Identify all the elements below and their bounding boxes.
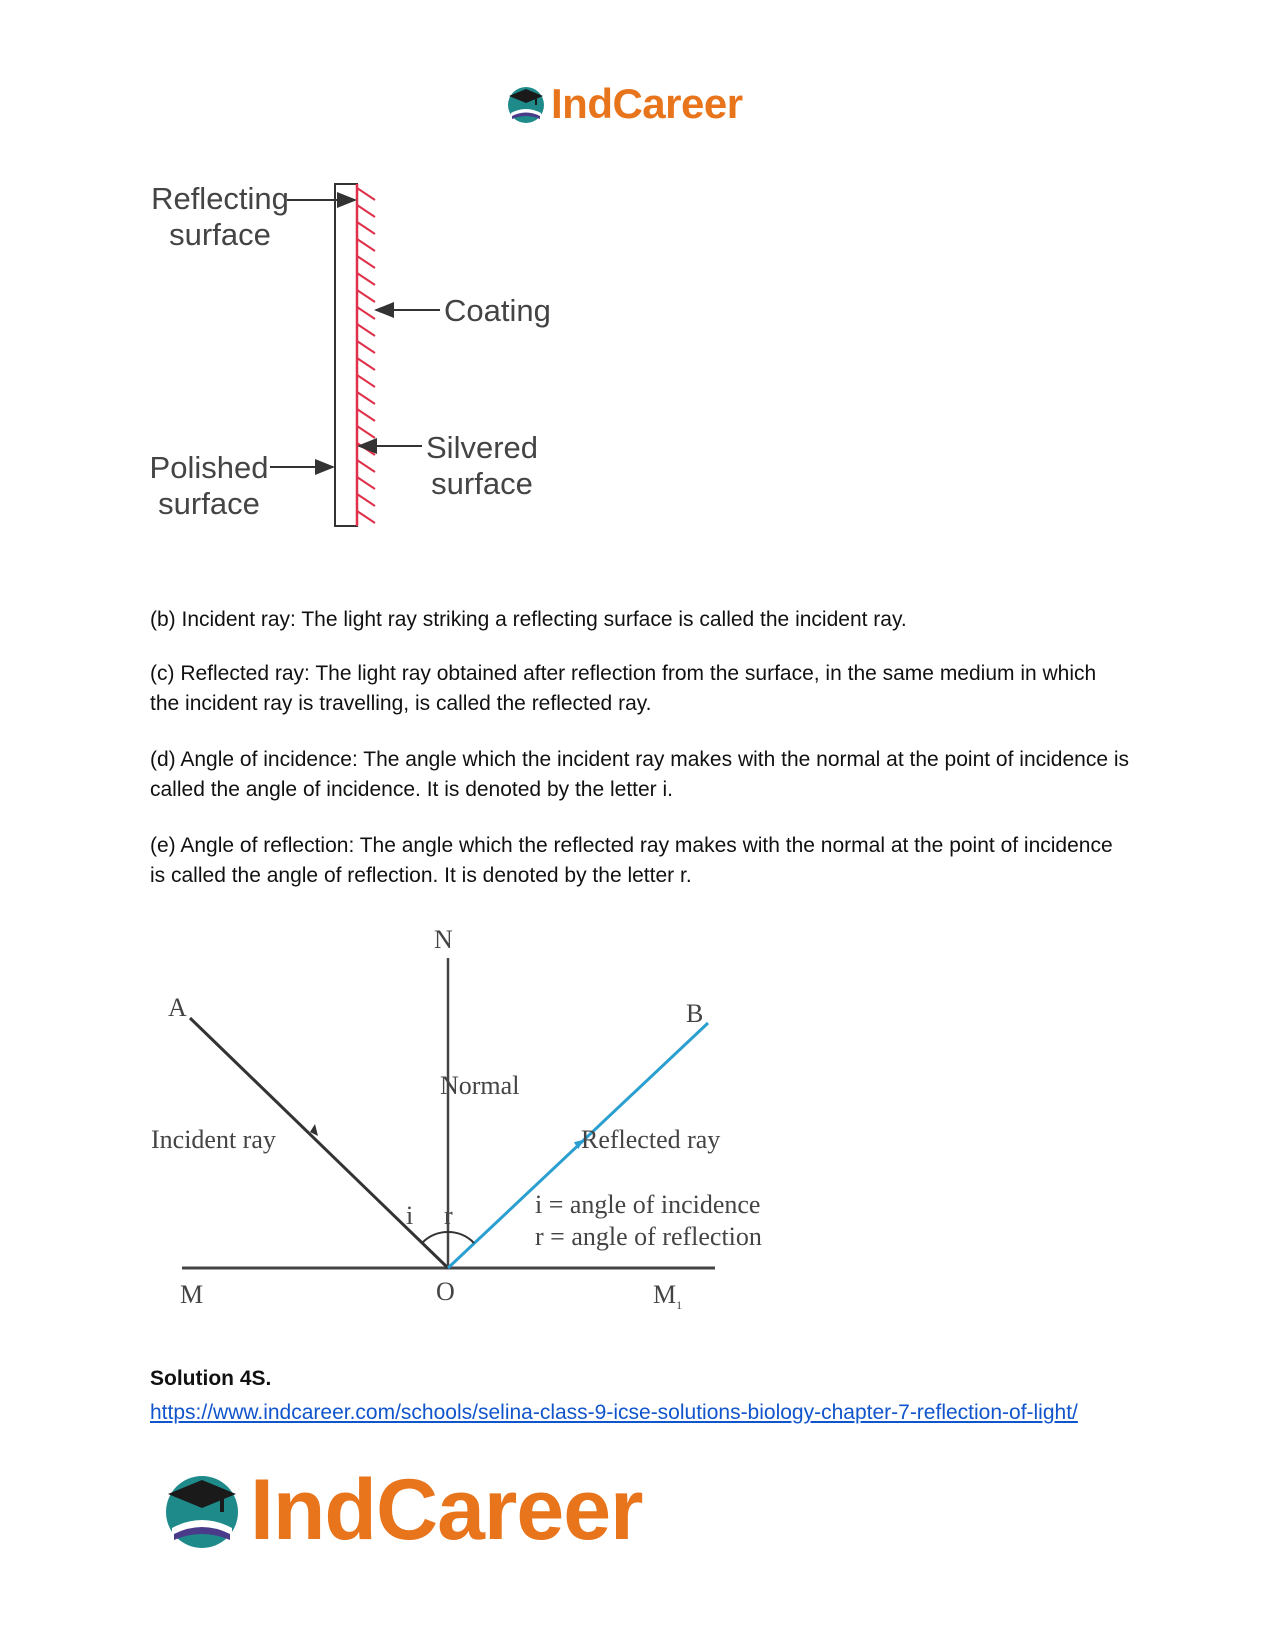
coating-hatch xyxy=(357,188,375,200)
coating-hatch xyxy=(357,290,375,302)
header-logo xyxy=(505,78,743,130)
coating-hatch xyxy=(357,494,375,506)
reflected-ray-label: Reflected ray xyxy=(581,1125,721,1154)
coating-hatch xyxy=(357,358,375,370)
point-A-label: A xyxy=(168,993,187,1022)
coating-hatch xyxy=(357,239,375,251)
reflection-diagram xyxy=(150,920,830,1340)
point-B-label: B xyxy=(686,999,704,1028)
angle-i-arc xyxy=(422,1232,448,1243)
solution-link[interactable]: https://www.indcareer.com/schools/selina-class-9-icse-solutions-biology-chapter-7-reflection-of-light/ xyxy=(150,1401,1078,1424)
coating-hatch xyxy=(357,409,375,421)
silvered-label-line1: Silvered xyxy=(426,430,538,465)
coating-hatch xyxy=(357,375,375,387)
normal-label: Normal xyxy=(440,1071,520,1100)
footer-logo xyxy=(160,1460,643,1560)
coating-hatches xyxy=(357,188,375,523)
graduation-cap-book-globe-icon xyxy=(160,1468,244,1552)
coating-hatch xyxy=(357,477,375,489)
angle-of-incidence-definition: (d) Angle of incidence: The angle which the incident ray makes with the normal at the point of incidence is called the angle of incidence. It is denoted by the letter i. xyxy=(150,748,1130,801)
coating-label: Coating xyxy=(444,293,551,328)
angle-r-arc xyxy=(448,1232,474,1243)
point-M1-label: $M_1$ xyxy=(653,1280,683,1312)
coating-hatch xyxy=(357,205,375,217)
reflecting-label-line1: Reflecting xyxy=(151,181,289,216)
brand-wordmark: IndCareer xyxy=(551,80,743,127)
point-M-label: M xyxy=(180,1280,204,1309)
coating-hatch xyxy=(357,341,375,353)
coating-hatch xyxy=(357,307,375,319)
incident-ray-label: Incident ray xyxy=(151,1125,276,1154)
legend-r-text: r = angle of reflection xyxy=(535,1222,762,1251)
solution-title: Solution 4S. xyxy=(150,1367,272,1390)
angle-of-reflection-definition: (e) Angle of reflection: The angle which the reflected ray makes with the normal at the point of incidence is called the angle of reflection. It is denoted by the letter r. xyxy=(150,834,1113,887)
polished-label-line1: Polished xyxy=(150,450,269,485)
coating-hatch xyxy=(357,426,375,438)
point-O-label: O xyxy=(436,1277,455,1306)
coating-hatch xyxy=(357,273,375,285)
point-N-label: N xyxy=(434,925,453,954)
coating-hatch xyxy=(357,324,375,336)
coating-hatch xyxy=(357,460,375,472)
silvered-label-line2: surface xyxy=(431,466,533,501)
polished-label-line2: surface xyxy=(158,486,260,521)
brand-wordmark: IndCareer xyxy=(250,1461,643,1558)
incident-ray-definition: (b) Incident ray: The light ray striking a reflecting surface is called the incident ray. xyxy=(150,608,907,631)
coating-hatch xyxy=(357,443,375,455)
reflected-ray-definition: (c) Reflected ray: The light ray obtained after reflection from the surface, in the same medium in which the incident ray is travelling, is called the reflected ray. xyxy=(150,662,1097,715)
angle-i-label: i xyxy=(406,1201,414,1230)
coating-hatch xyxy=(357,256,375,268)
graduation-cap-book-globe-icon xyxy=(505,83,547,125)
coating-hatch xyxy=(357,392,375,404)
coating-hatch xyxy=(357,511,375,523)
reflecting-label-line2: surface xyxy=(169,217,271,252)
mirror-glass xyxy=(335,184,357,526)
angle-r-label: r xyxy=(444,1201,453,1230)
plane-mirror-diagram xyxy=(150,180,590,580)
legend-i-text: i = angle of incidence xyxy=(535,1190,761,1219)
coating-hatch xyxy=(357,222,375,234)
